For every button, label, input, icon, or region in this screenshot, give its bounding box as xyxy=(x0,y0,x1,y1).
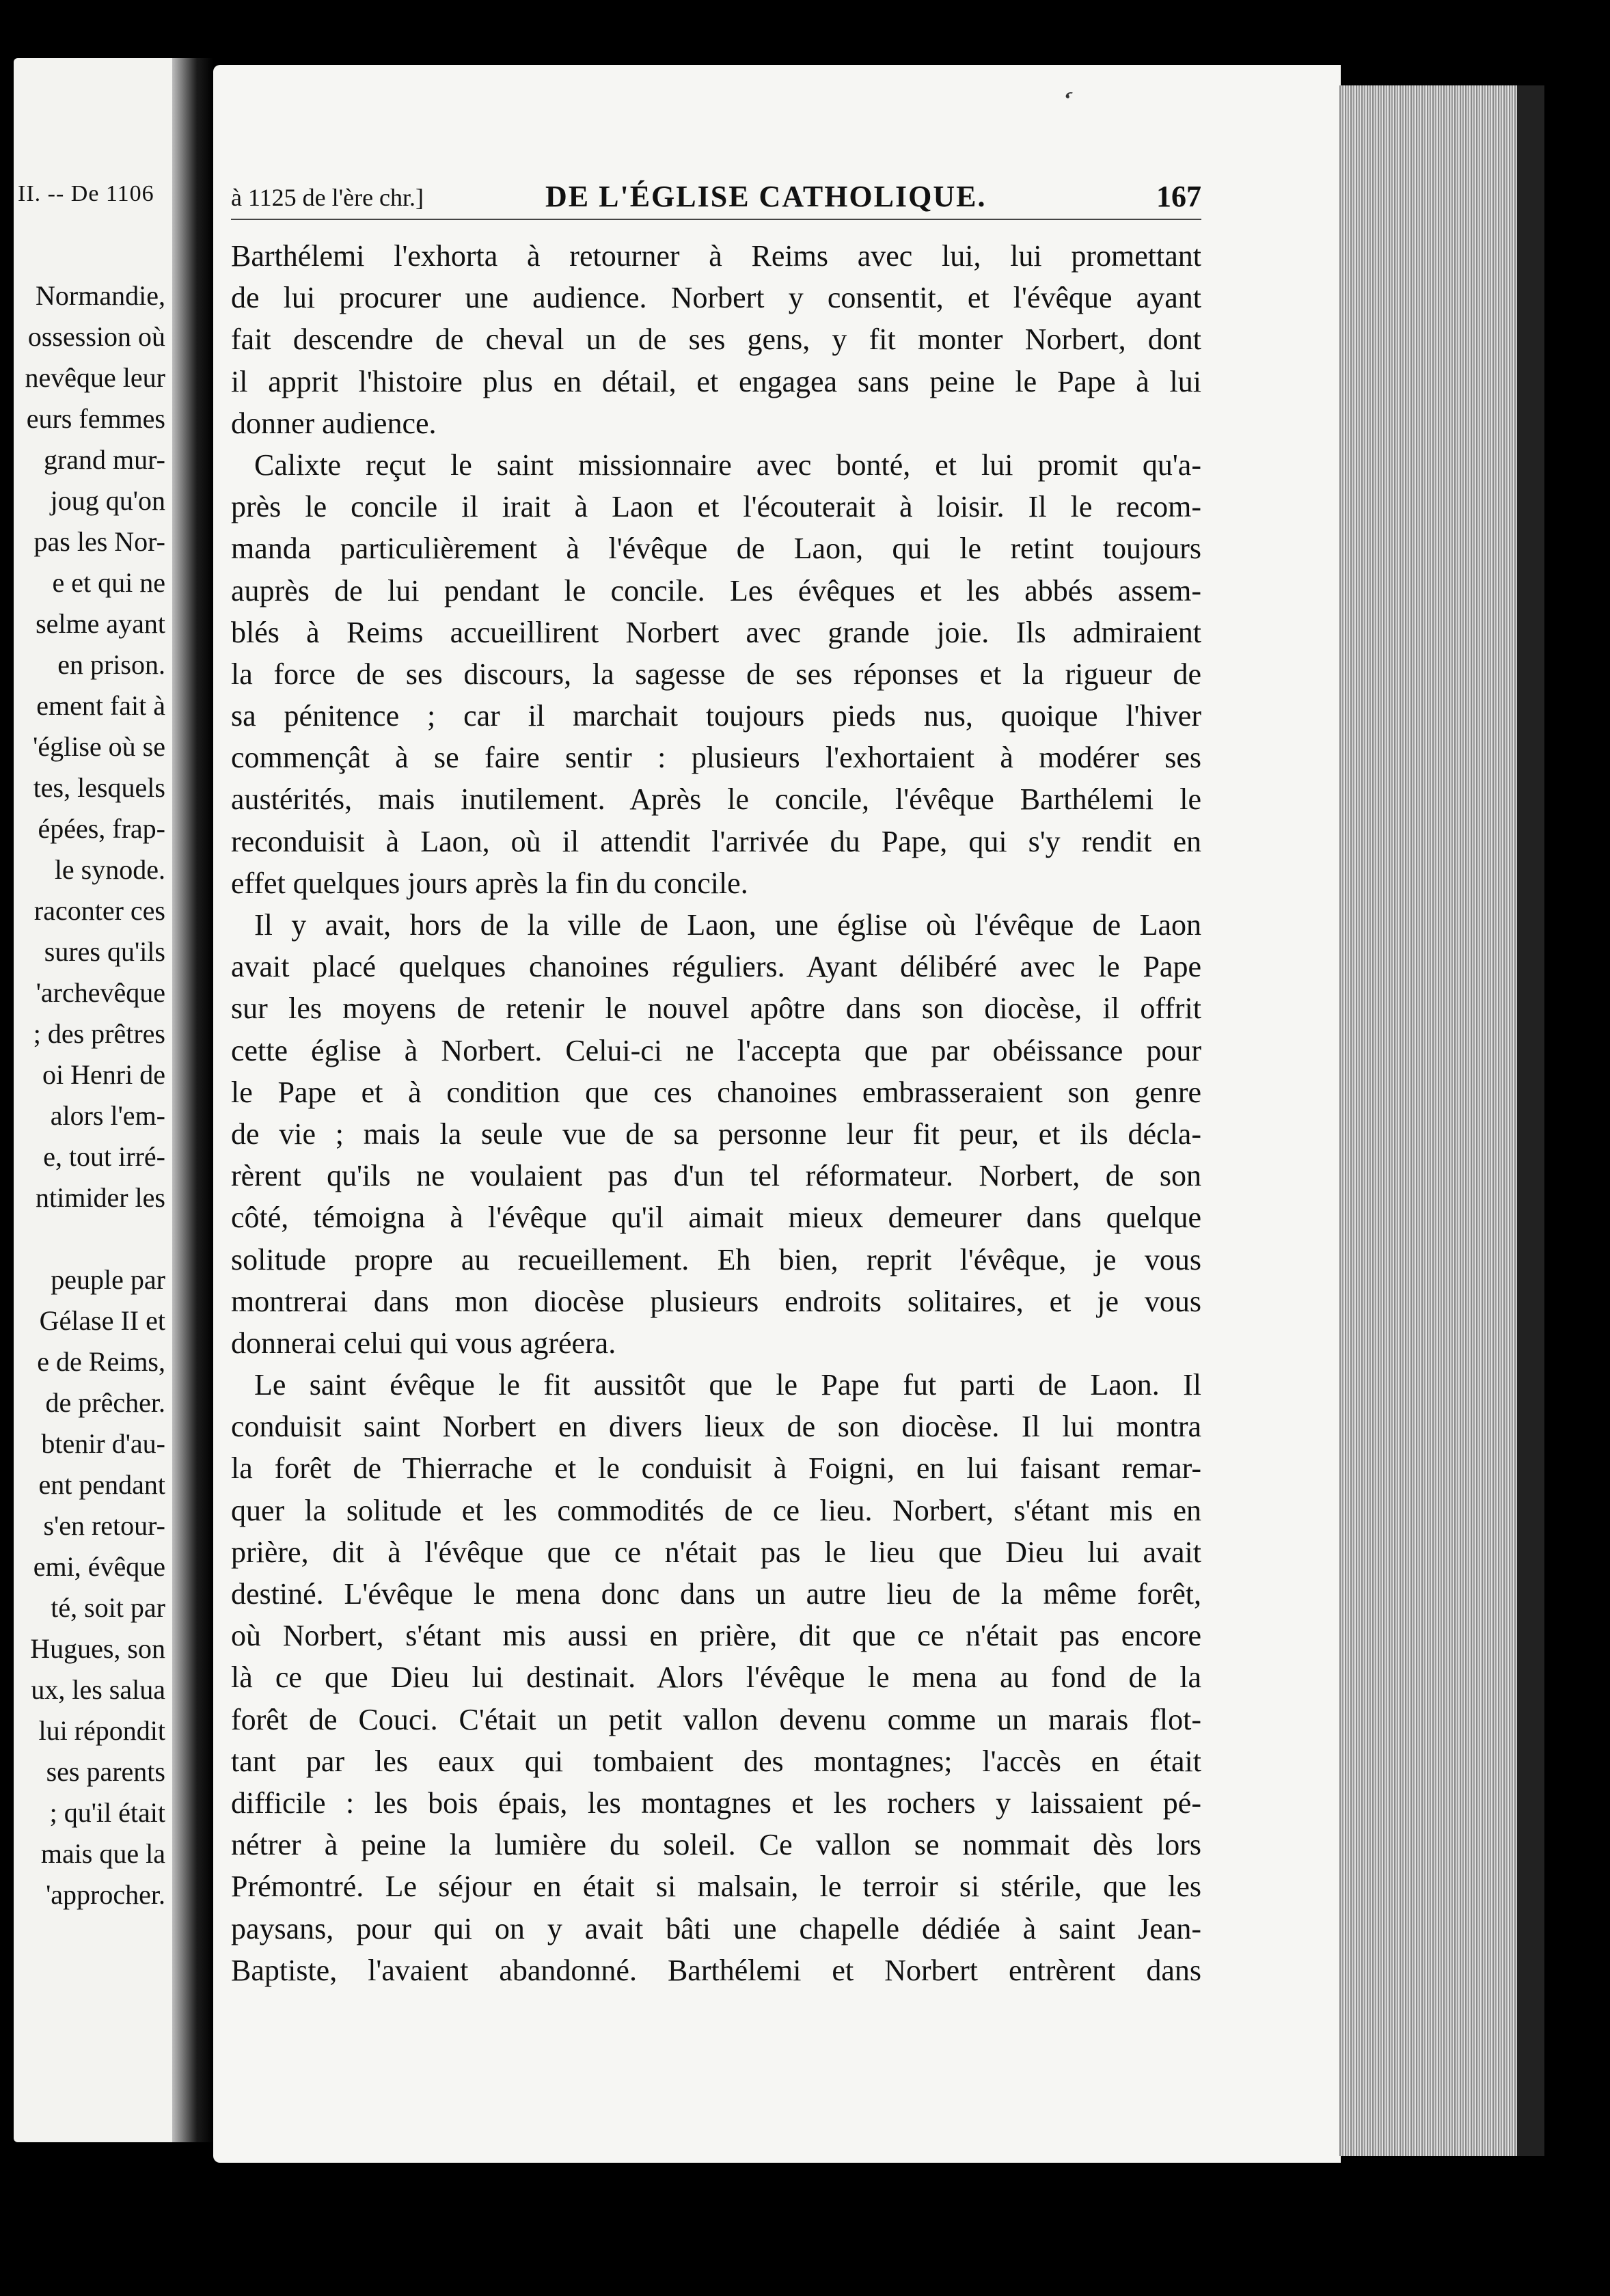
text-line: Prémontré. Le séjour en était si malsain, le terroir si stérile, que les xyxy=(231,1870,1201,1904)
text-line: cette église à Norbert. Celui-ci ne l'accepta que par obéissance pour xyxy=(231,1033,1201,1067)
text-line: là ce que Dieu lui destinait. Alors l'évêque le mena au fond de la xyxy=(231,1660,1201,1695)
text-line: il apprit l'histoire plus en détail, et engagea sans peine le Pape à lui xyxy=(231,364,1201,398)
left-page-line: Gélase II et xyxy=(39,1305,165,1336)
text-line: donnerai celui qui vous agréera. xyxy=(231,1326,616,1360)
text-line: montrerai dans mon diocèse plusieurs endroits solitaires, et je vous xyxy=(231,1284,1201,1318)
text-line: Barthélemi l'exhorta à retourner à Reims avec lui, lui promettant xyxy=(231,239,1201,273)
left-page-line: ; des prêtres xyxy=(33,1018,165,1049)
left-page-line: grand mur- xyxy=(43,444,165,475)
left-page-line: alors l'em- xyxy=(50,1100,165,1131)
text-line: Le saint évêque le fit aussitôt que le Pape fut parti de Laon. Il xyxy=(254,1368,1201,1402)
left-page xyxy=(14,58,172,2142)
text-line: commençât à se faire sentir : plusieurs l'exhortaient à modérer ses xyxy=(231,741,1201,775)
text-line: avait placé quelques chanoines réguliers. Ayant délibéré avec le Pape xyxy=(231,950,1201,984)
left-page-line: ossession où xyxy=(27,321,165,352)
text-line: Calixte reçut le saint missionnaire avec bonté, et lui promit qu'a- xyxy=(254,448,1201,482)
left-page-line: en prison. xyxy=(57,649,165,680)
running-head xyxy=(231,179,1201,220)
running-head-date-range: à 1125 de l'ère chr.] xyxy=(231,184,424,211)
text-line: destiné. L'évêque le mena donc dans un autre lieu de la même forêt, xyxy=(231,1577,1201,1611)
text-line: la force de ses discours, la sagesse de ses réponses et la rigueur de xyxy=(231,657,1201,691)
text-line: rèrent qu'ils ne voulaient pas d'un tel réformateur. Norbert, de son xyxy=(231,1159,1201,1193)
page-fore-edge xyxy=(1339,85,1544,2156)
text-line: manda particulièrement à l'évêque de Laon, qui le retint toujours xyxy=(231,532,1201,566)
text-line: où Norbert, s'étant mis aussi en prière, dit que ce n'était pas encore xyxy=(231,1619,1201,1653)
book-gutter xyxy=(172,58,213,2142)
left-page-line: peuple par xyxy=(51,1264,165,1295)
text-line: le Pape et à condition que ces chanoines embrasseraient son genre xyxy=(231,1075,1201,1109)
text-line: solitude propre au recueillement. Eh bien, reprit l'évêque, je vous xyxy=(231,1242,1201,1276)
left-page-line: oi Henri de xyxy=(42,1059,165,1090)
text-line: de lui procurer une audience. Norbert y consentit, et l'évêque ayant xyxy=(231,281,1201,315)
body-text xyxy=(231,235,1201,1991)
left-page-line: e, tout irré- xyxy=(43,1141,165,1172)
left-page-line: 'archevêque xyxy=(36,977,165,1008)
text-line: côté, témoigna à l'évêque qu'il aimait mieux demeurer dans quelque xyxy=(231,1201,1201,1235)
left-page-line: de prêcher. xyxy=(45,1387,165,1418)
text-line: nétrer à peine la lumière du soleil. Ce vallon se nommait dès lors xyxy=(231,1828,1201,1862)
text-line: prière, dit à l'évêque que ce n'était pas le lieu que Dieu lui avait xyxy=(231,1535,1201,1569)
left-page-line: selme ayant xyxy=(36,608,165,639)
text-line: paysans, pour qui on y avait bâti une chapelle dédiée à saint Jean- xyxy=(231,1911,1201,1945)
text-line: tant par les eaux qui tombaient des montagnes; l'accès en était xyxy=(231,1744,1201,1778)
left-page-line: btenir d'au- xyxy=(41,1428,165,1459)
text-line: effet quelques jours après la fin du concile. xyxy=(231,866,748,900)
left-page-line: tes, lesquels xyxy=(33,772,165,803)
left-page-line: s'en retour- xyxy=(43,1510,165,1541)
left-page-line: ent pendant xyxy=(38,1469,165,1500)
left-page-line: mais que la xyxy=(40,1838,165,1869)
text-line: difficile : les bois épais, les montagnes et les rochers y laissaient pé- xyxy=(231,1786,1201,1820)
text-line: reconduisit à Laon, où il attendit l'arrivée du Pape, qui s'y rendit en xyxy=(231,824,1201,858)
left-page-line: pas les Nor- xyxy=(33,526,165,557)
text-line: quer la solitude et les commodités de ce lieu. Norbert, s'étant mis en xyxy=(231,1493,1201,1527)
left-page-line: 'approcher. xyxy=(46,1879,165,1910)
left-page-line: e et qui ne xyxy=(52,567,165,598)
left-page-line: Normandie, xyxy=(36,280,165,311)
left-page-line: emi, évêque xyxy=(33,1551,165,1582)
text-line: Il y avait, hors de la ville de Laon, une église où l'évêque de Laon xyxy=(254,908,1201,942)
ink-mark: ‘ xyxy=(1052,83,1078,118)
text-line: austérités, mais inutilement. Après le concile, l'évêque Barthélemi le xyxy=(231,782,1201,817)
text-line: conduisit saint Norbert en divers lieux de son diocèse. Il lui montra xyxy=(231,1410,1201,1444)
left-page-line: lui répondit xyxy=(38,1715,165,1746)
left-page-line: ses parents xyxy=(46,1756,165,1787)
text-line: forêt de Couci. C'était un petit vallon devenu comme un marais flot- xyxy=(231,1702,1201,1736)
text-line: sa pénitence ; car il marchait toujours pieds nus, quoique l'hiver xyxy=(231,699,1201,733)
page-number: 167 xyxy=(1156,180,1201,213)
text-line: donner audience. xyxy=(231,406,437,440)
left-page-line: ntimider les xyxy=(36,1182,165,1213)
left-page-line: sures qu'ils xyxy=(44,936,165,967)
text-line: sur les moyens de retenir le nouvel apôtre dans son diocèse, il offrit xyxy=(231,992,1201,1026)
left-page-line: e de Reims, xyxy=(37,1346,165,1377)
left-page-line: té, soit par xyxy=(51,1592,165,1623)
left-page-line: épées, frap- xyxy=(38,813,165,844)
text-line: fait descendre de cheval un de ses gens, y fit monter Norbert, dont xyxy=(231,323,1201,357)
left-running-head: II. -- De 1106 xyxy=(18,181,154,206)
left-page-line: Hugues, son xyxy=(30,1633,165,1664)
text-line: de vie ; mais la seule vue de sa personne leur fit peur, et ils décla- xyxy=(231,1117,1201,1151)
left-page-line: eurs femmes xyxy=(26,403,165,434)
left-page-line: 'église où se xyxy=(33,731,165,762)
left-page-line: joug qu'on xyxy=(50,485,165,516)
left-page-line: ux, les salua xyxy=(31,1674,165,1705)
left-page-line: ; qu'il était xyxy=(49,1797,165,1828)
left-page-line: raconter ces xyxy=(33,895,165,926)
text-line: blés à Reims accueillirent Norbert avec grande joie. Ils admiraient xyxy=(231,615,1201,649)
text-line: la forêt de Thierrache et le conduisit à Foigni, en lui faisant remar- xyxy=(231,1451,1201,1486)
text-line: près le concile il irait à Laon et l'écouterait à loisir. Il le recom- xyxy=(231,490,1201,524)
running-head-title: DE L'ÉGLISE CATHOLIQUE. xyxy=(545,180,987,213)
left-page-line: le synode. xyxy=(54,854,165,885)
left-page-line: nevêque leur xyxy=(25,362,165,393)
header-rule xyxy=(231,219,1201,220)
text-line: Baptiste, l'avaient abandonné. Barthélemi et Norbert entrèrent dans xyxy=(231,1953,1201,1987)
text-line: auprès de lui pendant le concile. Les évêques et les abbés assem- xyxy=(231,573,1201,607)
left-page-line: ement fait à xyxy=(36,690,165,721)
